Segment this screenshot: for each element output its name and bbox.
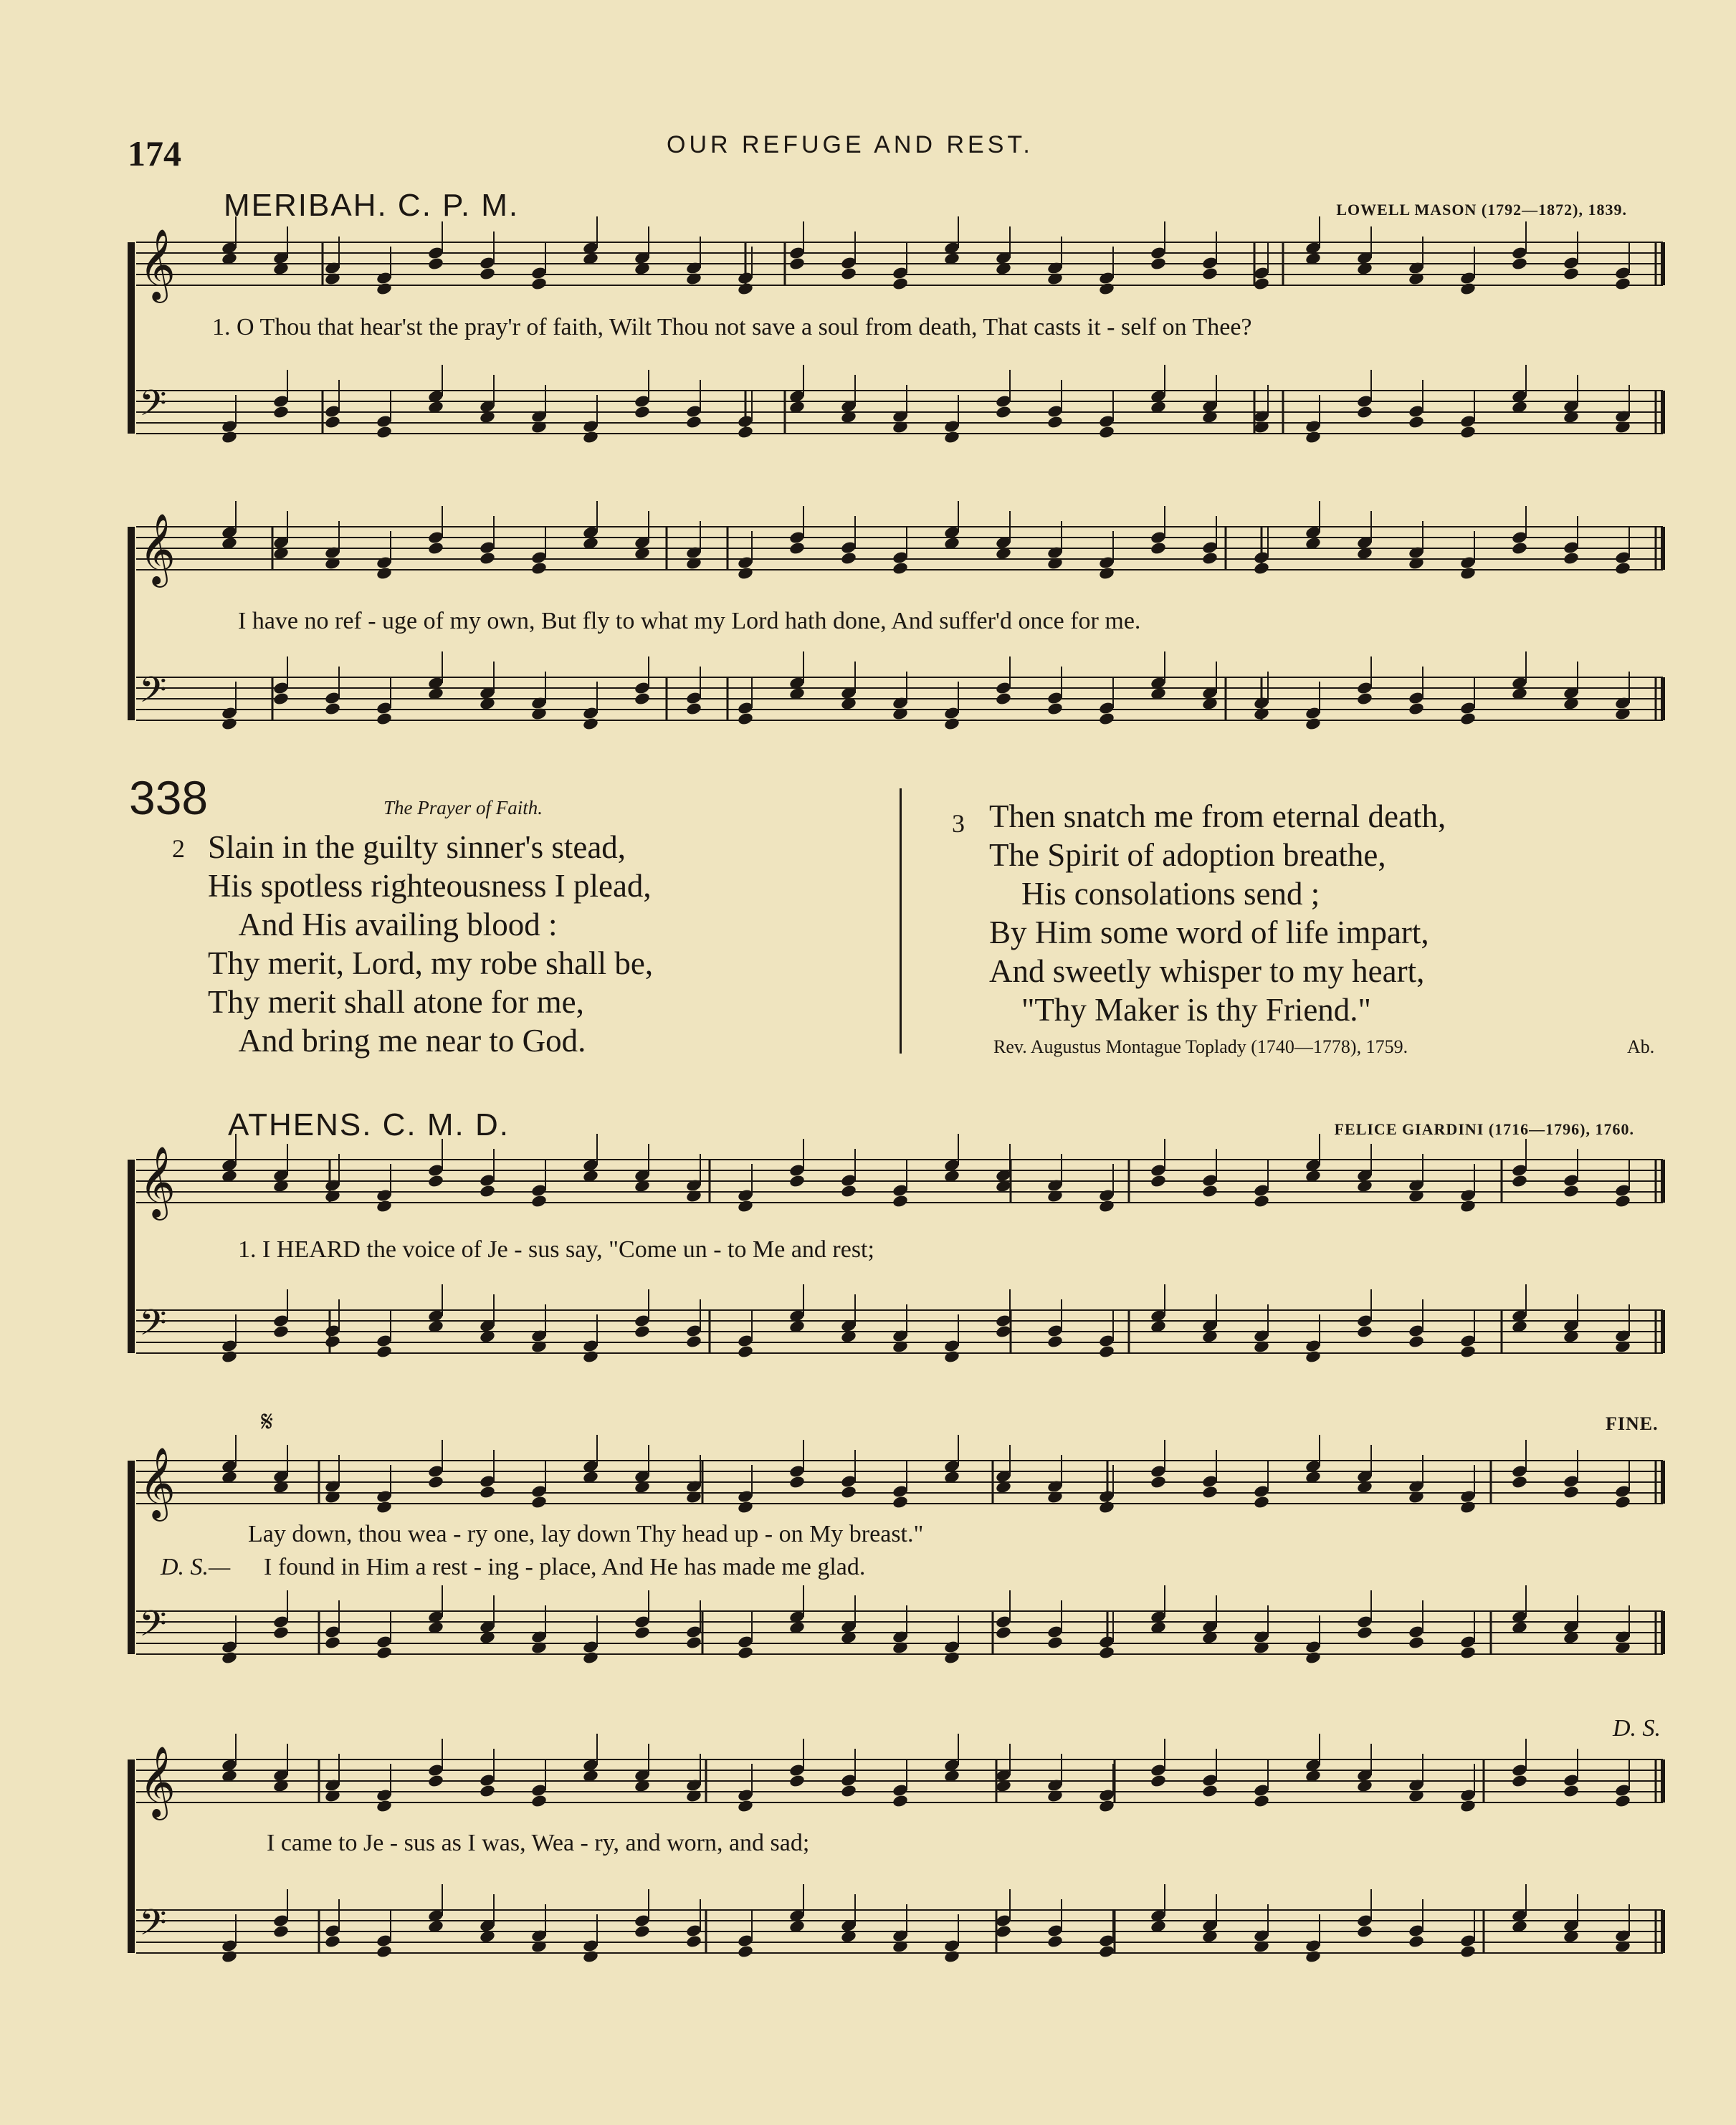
notehead bbox=[221, 1949, 238, 1964]
notehead bbox=[737, 712, 754, 726]
notehead bbox=[1201, 551, 1218, 565]
notehead bbox=[943, 1350, 960, 1364]
stanza-divider bbox=[900, 788, 902, 1054]
notehead bbox=[737, 1199, 754, 1213]
composer-lowell-mason: LOWELL MASON (1792—1872), 1839. bbox=[1336, 201, 1627, 219]
notehead bbox=[943, 1949, 960, 1964]
fine-marker: FINE. bbox=[1606, 1413, 1659, 1434]
notehead bbox=[1408, 1635, 1425, 1650]
notehead bbox=[1098, 1199, 1115, 1213]
notehead bbox=[582, 430, 599, 444]
notehead bbox=[324, 1334, 341, 1349]
notehead bbox=[1563, 1784, 1580, 1798]
notehead bbox=[995, 1625, 1012, 1640]
notehead bbox=[1511, 1174, 1528, 1188]
notehead bbox=[840, 267, 857, 281]
hymn-number: 338 bbox=[129, 771, 209, 824]
lyric-athens-line3: I came to Je - sus as I was, Wea - ry, and worn, and sad; bbox=[267, 1830, 810, 1856]
notehead bbox=[1408, 1334, 1425, 1349]
hymn-ab-mark: Ab. bbox=[1627, 1036, 1655, 1057]
lyric-athens-line2b: I found in Him a rest - ing - place, And He has made me glad. bbox=[264, 1554, 866, 1580]
notehead bbox=[1356, 1924, 1373, 1939]
notehead bbox=[737, 1646, 754, 1660]
notehead bbox=[1201, 267, 1218, 281]
notehead bbox=[737, 1345, 754, 1359]
stanza-2: Slain in the guilty sinner's stead, His spotless righteousness I plead, And His availing blood : Thy merit, Lord, my robe shall be, Thy merit shall atone for me, And bring me near to God. bbox=[208, 829, 654, 1059]
notehead bbox=[634, 405, 651, 419]
notehead bbox=[1253, 1495, 1270, 1509]
notehead bbox=[530, 1495, 548, 1509]
notehead bbox=[479, 1485, 496, 1499]
notehead bbox=[634, 1625, 651, 1640]
ds-marker: D. S. bbox=[1613, 1715, 1661, 1742]
notehead bbox=[788, 257, 806, 271]
running-head: OUR REFUGE AND REST. bbox=[667, 131, 1034, 158]
notehead bbox=[1201, 1184, 1218, 1198]
notehead bbox=[1150, 1174, 1167, 1188]
notehead bbox=[840, 1485, 857, 1499]
notehead bbox=[1356, 405, 1373, 419]
notehead bbox=[1305, 1651, 1322, 1665]
notehead bbox=[1563, 1485, 1580, 1499]
notehead bbox=[376, 1799, 393, 1813]
notehead bbox=[737, 282, 754, 296]
notehead bbox=[221, 430, 238, 444]
notehead bbox=[376, 1944, 393, 1959]
notehead bbox=[1459, 1500, 1477, 1514]
notehead bbox=[1614, 561, 1631, 576]
tune-name-athens: ATHENS. C. M. D. bbox=[228, 1107, 510, 1142]
notehead bbox=[1459, 1199, 1477, 1213]
notehead bbox=[995, 692, 1012, 706]
notehead bbox=[995, 405, 1012, 419]
notehead bbox=[892, 1194, 909, 1208]
notehead bbox=[840, 1784, 857, 1798]
notehead bbox=[1046, 1635, 1064, 1650]
notehead bbox=[788, 1475, 806, 1489]
notehead bbox=[1459, 1799, 1477, 1813]
bass-clef-icon: 𝄢 bbox=[139, 1302, 167, 1352]
notehead bbox=[1614, 277, 1631, 291]
notehead bbox=[427, 541, 444, 555]
system-bracket bbox=[128, 1160, 135, 1353]
notehead bbox=[376, 1500, 393, 1514]
notehead bbox=[582, 1350, 599, 1364]
notehead bbox=[1253, 277, 1270, 291]
notehead bbox=[788, 541, 806, 555]
notehead bbox=[943, 1651, 960, 1665]
notehead bbox=[1253, 561, 1270, 576]
notehead bbox=[479, 551, 496, 565]
notehead bbox=[685, 1934, 702, 1949]
stanza-3-number: 3 bbox=[952, 809, 965, 838]
notehead bbox=[995, 1924, 1012, 1939]
notehead bbox=[1150, 257, 1167, 271]
notehead bbox=[737, 1944, 754, 1959]
system-bracket bbox=[128, 527, 135, 720]
lyric-meribah-line2: I have no ref - uge of my own, But fly to what my Lord hath done, And suffer'd once for me. bbox=[238, 608, 1141, 634]
notehead bbox=[737, 1500, 754, 1514]
notehead bbox=[1511, 1475, 1528, 1489]
notehead bbox=[376, 566, 393, 581]
treble-clef-icon: 𝄞 bbox=[139, 1146, 176, 1218]
treble-clef-icon: 𝄞 bbox=[139, 229, 176, 300]
notehead bbox=[788, 1174, 806, 1188]
notehead bbox=[427, 1475, 444, 1489]
notehead bbox=[685, 1635, 702, 1650]
notehead bbox=[530, 277, 548, 291]
notehead bbox=[530, 1794, 548, 1808]
stanza-3: Then snatch me from eternal death, The Spirit of adoption breathe, His consolations send ; By Him some word of life impart, And sweetly whisper to my heart, "Thy Maker is thy Friend." bbox=[989, 798, 1446, 1028]
lyric-athens-line2: Lay down, thou wea - ry one, lay down Thy head up - on My breast." bbox=[248, 1521, 924, 1547]
notehead bbox=[1305, 1350, 1322, 1364]
lyric-meribah-line1: 1. O Thou that hear'st the pray'r of faith, Wilt Thou not save a soul from death, That casts it - self on Thee? bbox=[212, 314, 1252, 340]
bass-clef-icon: 𝄢 bbox=[139, 1902, 167, 1952]
notehead bbox=[1098, 712, 1115, 726]
notehead bbox=[324, 1934, 341, 1949]
notehead bbox=[1614, 1194, 1631, 1208]
bass-clef-icon: 𝄢 bbox=[139, 669, 167, 720]
notehead bbox=[1356, 1324, 1373, 1339]
notehead bbox=[479, 267, 496, 281]
notehead bbox=[376, 1646, 393, 1660]
notehead bbox=[1253, 1794, 1270, 1808]
notehead bbox=[1098, 566, 1115, 581]
notehead bbox=[1098, 1500, 1115, 1514]
notehead bbox=[1563, 1184, 1580, 1198]
notehead bbox=[1563, 267, 1580, 281]
notehead bbox=[1614, 1495, 1631, 1509]
notehead bbox=[376, 1199, 393, 1213]
notehead bbox=[1150, 1475, 1167, 1489]
notehead bbox=[582, 1651, 599, 1665]
notehead bbox=[685, 415, 702, 429]
notehead bbox=[272, 692, 290, 706]
hymn-title: The Prayer of Faith. bbox=[383, 797, 543, 818]
notehead bbox=[634, 692, 651, 706]
notehead bbox=[324, 415, 341, 429]
notehead bbox=[1511, 1774, 1528, 1788]
tune-name-meribah: MERIBAH. C. P. M. bbox=[224, 188, 520, 223]
notehead bbox=[376, 1345, 393, 1359]
notehead bbox=[272, 1324, 290, 1339]
system-bracket bbox=[128, 1759, 135, 1953]
composer-felice-giardini: FELICE GIARDINI (1716—1796), 1760. bbox=[1334, 1120, 1634, 1138]
hymn-author: Rev. Augustus Montague Toplady (1740—1778), 1759. bbox=[993, 1036, 1408, 1057]
notehead bbox=[1098, 282, 1115, 296]
treble-clef-icon: 𝄞 bbox=[139, 1746, 176, 1818]
notehead bbox=[1201, 1485, 1218, 1499]
ds-label: D. S.— bbox=[161, 1554, 231, 1580]
notehead bbox=[1408, 1934, 1425, 1949]
notehead bbox=[1305, 1949, 1322, 1964]
notehead bbox=[479, 1184, 496, 1198]
notehead bbox=[1098, 425, 1115, 439]
notehead bbox=[272, 1924, 290, 1939]
bass-clef-icon: 𝄢 bbox=[139, 1603, 167, 1653]
notehead bbox=[634, 1324, 651, 1339]
notehead bbox=[1046, 415, 1064, 429]
notehead bbox=[685, 1334, 702, 1349]
notehead bbox=[1098, 1944, 1115, 1959]
notehead bbox=[221, 1651, 238, 1665]
stanza-2-number: 2 bbox=[172, 834, 185, 863]
notehead bbox=[1408, 702, 1425, 716]
notehead bbox=[943, 430, 960, 444]
segno-sign: 𝄋 bbox=[261, 1405, 274, 1438]
treble-clef-icon: 𝄞 bbox=[139, 1447, 176, 1519]
notehead bbox=[1511, 541, 1528, 555]
notehead bbox=[892, 1495, 909, 1509]
notehead bbox=[943, 717, 960, 731]
notehead bbox=[1098, 1799, 1115, 1813]
notehead bbox=[1046, 1334, 1064, 1349]
notehead bbox=[1150, 541, 1167, 555]
notehead bbox=[376, 282, 393, 296]
notehead bbox=[1459, 1646, 1477, 1660]
notehead bbox=[737, 1799, 754, 1813]
notehead bbox=[1356, 692, 1373, 706]
notehead bbox=[221, 717, 238, 731]
notehead bbox=[892, 1794, 909, 1808]
notehead bbox=[479, 1784, 496, 1798]
notehead bbox=[1305, 430, 1322, 444]
notehead bbox=[376, 425, 393, 439]
notehead bbox=[892, 277, 909, 291]
notehead bbox=[788, 1774, 806, 1788]
lyric-athens-line1: 1. I HEARD the voice of Je - sus say, "Come un - to Me and rest; bbox=[238, 1236, 874, 1263]
notehead bbox=[995, 1324, 1012, 1339]
notehead bbox=[324, 1635, 341, 1650]
notehead bbox=[1459, 1944, 1477, 1959]
notehead bbox=[1046, 1934, 1064, 1949]
notehead bbox=[530, 1194, 548, 1208]
notehead bbox=[427, 1174, 444, 1188]
notehead bbox=[1201, 1784, 1218, 1798]
notehead bbox=[1046, 702, 1064, 716]
notehead bbox=[530, 561, 548, 576]
system-bracket bbox=[128, 242, 135, 434]
bass-clef-icon: 𝄢 bbox=[139, 383, 167, 433]
notehead bbox=[427, 257, 444, 271]
notehead bbox=[221, 1350, 238, 1364]
notehead bbox=[1305, 717, 1322, 731]
notehead bbox=[685, 702, 702, 716]
notehead bbox=[1150, 1774, 1167, 1788]
notehead bbox=[1614, 1794, 1631, 1808]
notehead bbox=[324, 702, 341, 716]
notehead bbox=[840, 551, 857, 565]
notehead bbox=[1098, 1345, 1115, 1359]
notehead bbox=[737, 425, 754, 439]
notehead bbox=[1459, 425, 1477, 439]
notehead bbox=[737, 566, 754, 581]
notehead bbox=[272, 405, 290, 419]
system-bracket bbox=[128, 1461, 135, 1654]
notehead bbox=[1459, 282, 1477, 296]
notehead bbox=[427, 1774, 444, 1788]
notehead bbox=[1253, 1194, 1270, 1208]
notehead bbox=[582, 1949, 599, 1964]
notehead bbox=[840, 1184, 857, 1198]
notehead bbox=[892, 561, 909, 576]
notehead bbox=[376, 712, 393, 726]
notehead bbox=[1459, 712, 1477, 726]
notehead bbox=[1098, 1646, 1115, 1660]
notehead bbox=[1459, 566, 1477, 581]
notehead bbox=[582, 717, 599, 731]
notehead bbox=[1511, 257, 1528, 271]
notehead bbox=[1356, 1625, 1373, 1640]
treble-clef-icon: 𝄞 bbox=[139, 513, 176, 585]
notehead bbox=[1563, 551, 1580, 565]
notehead bbox=[1408, 415, 1425, 429]
notehead bbox=[272, 1625, 290, 1640]
notehead bbox=[634, 1924, 651, 1939]
page-number: 174 bbox=[128, 133, 181, 173]
notehead bbox=[1459, 1345, 1477, 1359]
